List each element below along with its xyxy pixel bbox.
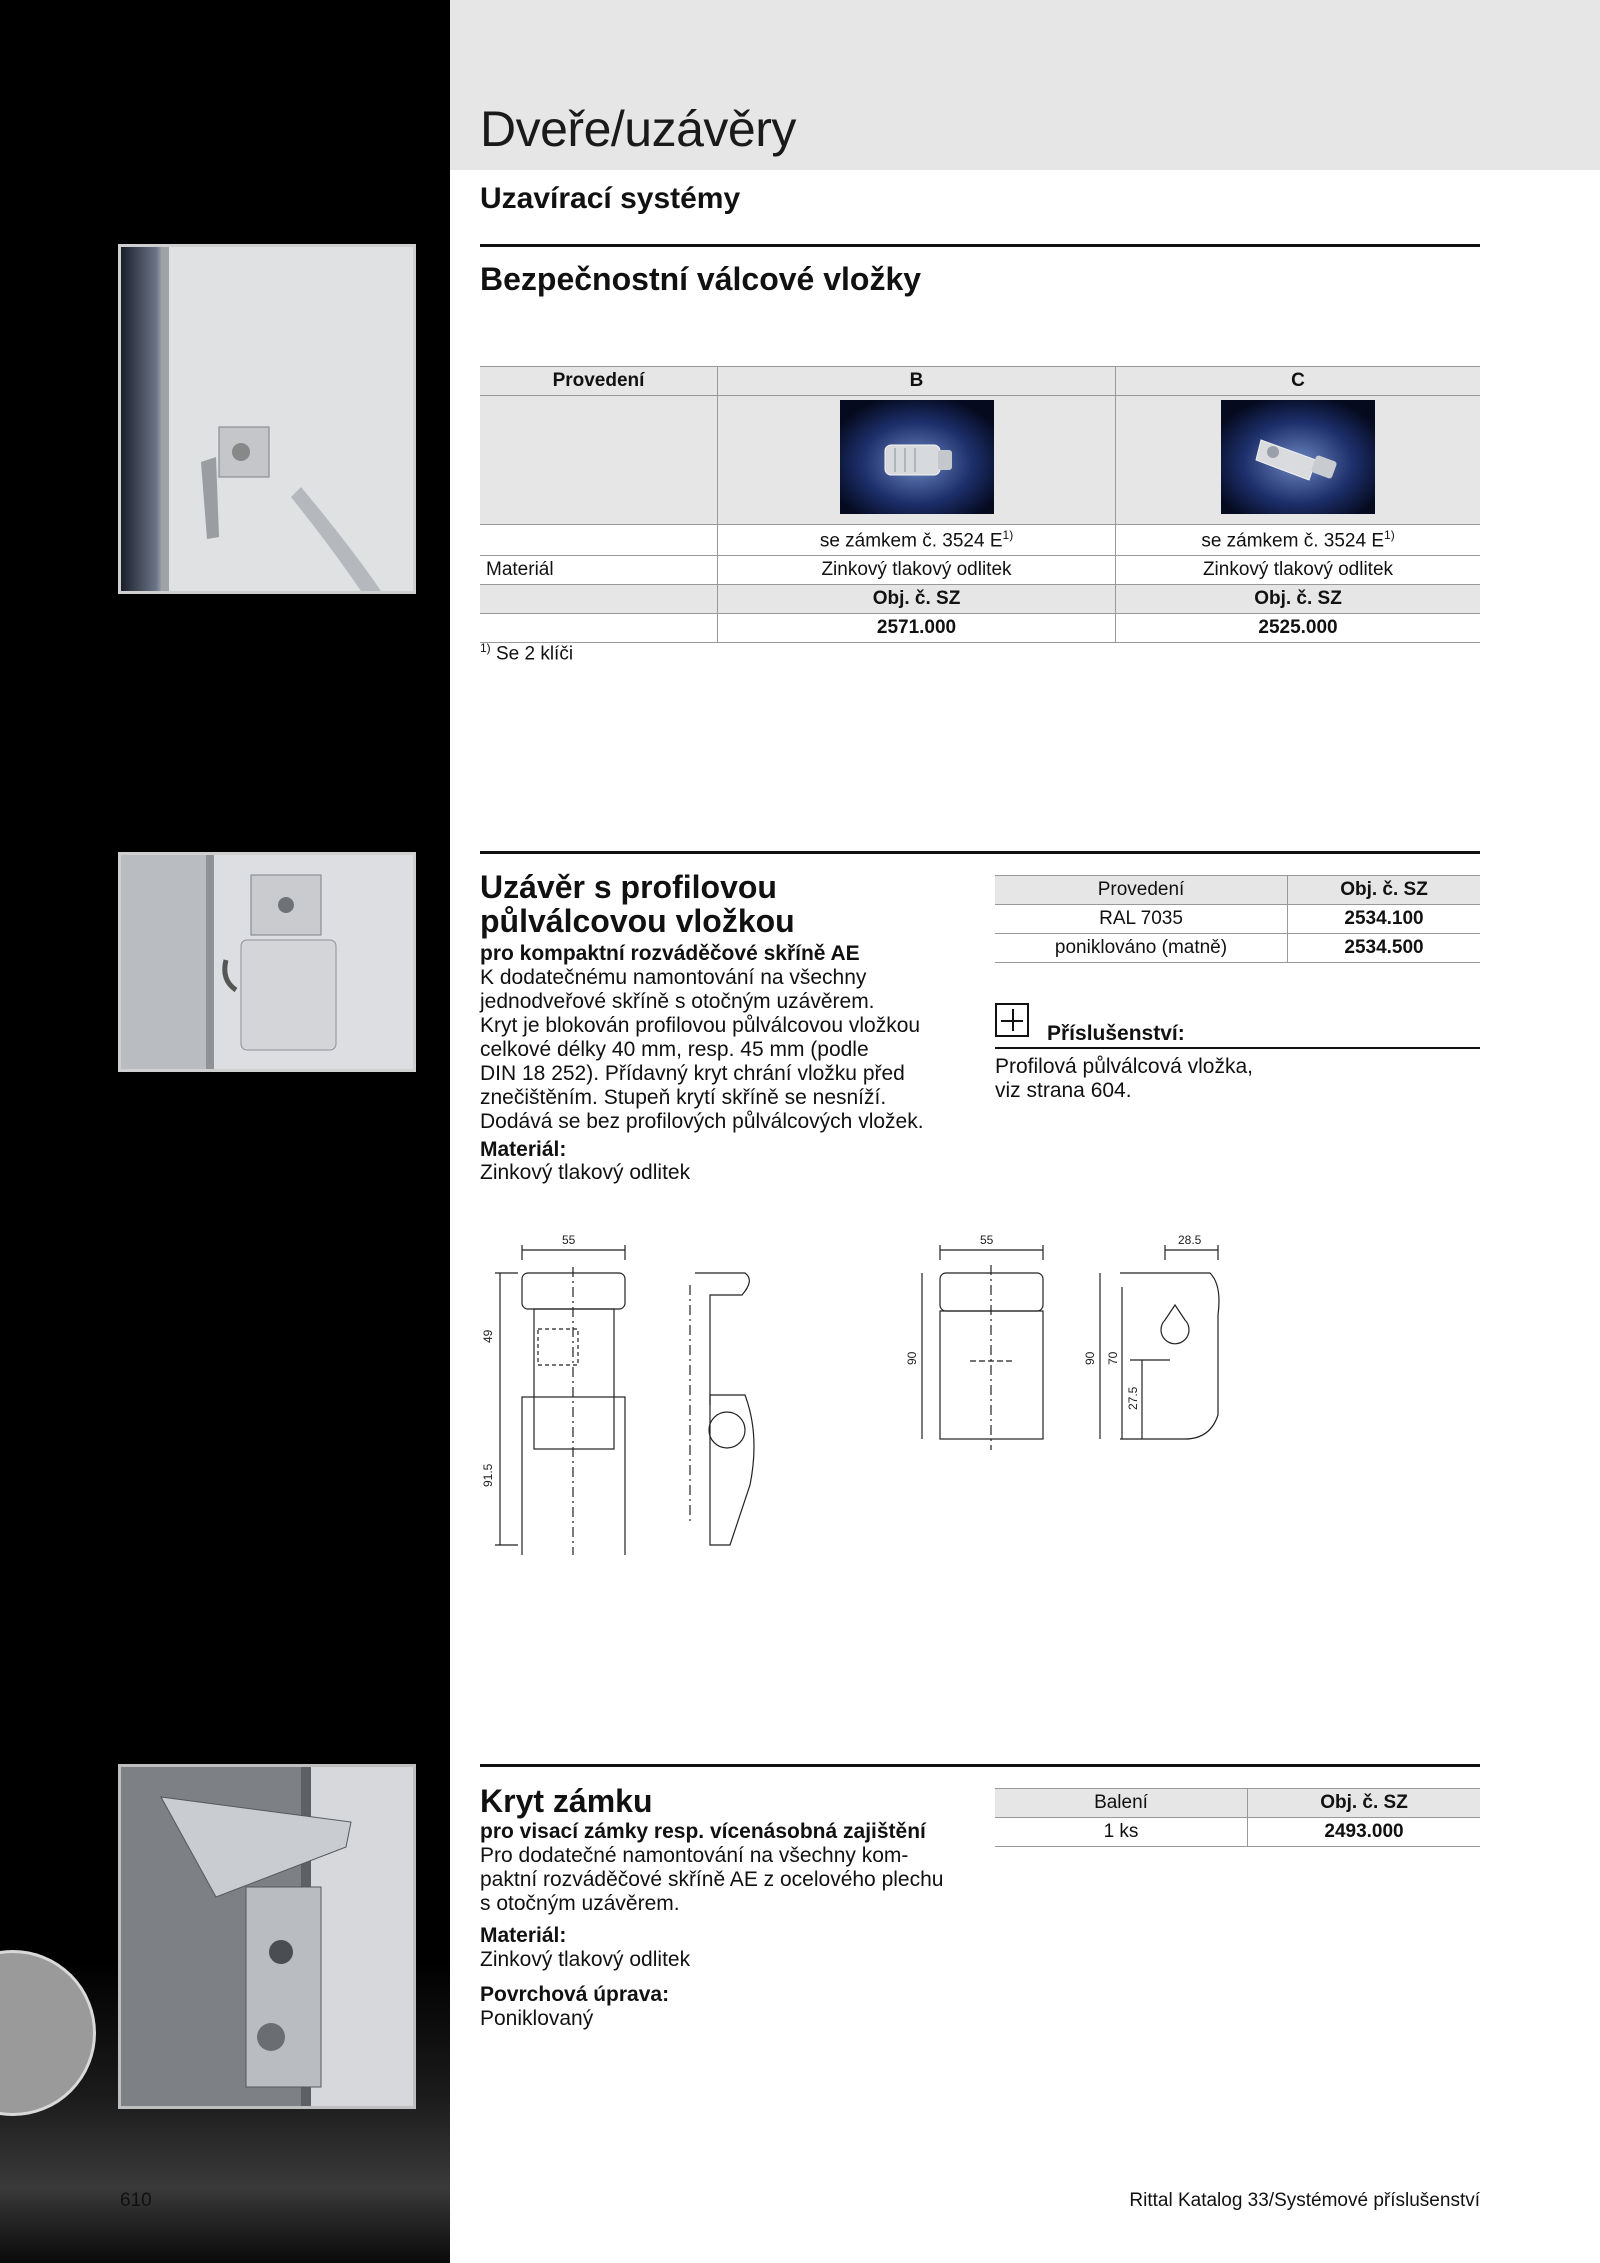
catalog-footer: Rittal Katalog 33/Systémové příslušenství xyxy=(1129,2190,1480,2211)
section3-surface: Poniklovaný xyxy=(480,2007,594,2030)
code: 2493.000 xyxy=(1248,1818,1481,1847)
photo-profile-lock xyxy=(118,852,416,1072)
section2-description: K dodatečnému namontování na všechny jednodveřové skříně s otočným uzávěrem. Kryt je blokován profilovou půlválcovou vložkou celkové délky 40 mm, resp. 45 mm (podle DIN 18 252). Přídavný kryt chrání vložku před znečištěním. Stupeň krytí skříně se nesníží. Dodává se bez profilových půlválcových vložek. xyxy=(480,966,924,1133)
cylinder-c-image xyxy=(1221,400,1375,514)
dim-27-5: 27.5 xyxy=(1126,1386,1140,1410)
section2-material-label: Materiál: xyxy=(480,1138,567,1161)
th-variant: Provedení xyxy=(995,876,1288,905)
page-title: Dveře/uzávěry xyxy=(480,101,796,157)
code-2: 2534.500 xyxy=(1288,934,1481,963)
image-cell-c xyxy=(1116,396,1481,525)
section2-title: Uzávěr s profilovou půlválcovou vložkou xyxy=(480,869,795,939)
profile-lock-table xyxy=(995,875,1480,963)
code-1: 2534.100 xyxy=(1288,905,1481,934)
accessories-label: Příslušenství: xyxy=(1047,1022,1185,1045)
page-number: 610 xyxy=(120,2190,152,2211)
dim-55-b: 55 xyxy=(980,1233,994,1247)
variant-2: poniklováno (matně) xyxy=(995,934,1288,963)
dim-91-5: 91.5 xyxy=(481,1463,495,1487)
dim-49: 49 xyxy=(481,1329,495,1343)
obj-label-c: Obj. č. SZ xyxy=(1116,585,1481,614)
page-subtitle: Uzavírací systémy xyxy=(480,182,741,215)
section-rule-3 xyxy=(480,1764,1480,1767)
plus-icon xyxy=(995,1003,1029,1037)
section-rule-1 xyxy=(480,244,1480,247)
th-provedeni: Provedení xyxy=(480,367,718,396)
lock-b: se zámkem č. 3524 $E^{1)}$ xyxy=(718,525,1116,556)
lock-c: se zámkem č. 3524 $E^{1)}$ xyxy=(1116,525,1481,556)
section3-description: Pro dodatečné namontování na všechny kom- paktní rozváděčové skříně AE z ocelového plechu s otočným uzávěrem. xyxy=(480,1844,944,1915)
variant-1: RAL 7035 xyxy=(995,905,1288,934)
section3-surface-label: Povrchová úprava: xyxy=(480,1983,670,2006)
technical-drawings xyxy=(470,1225,1250,1555)
code-b: 2571.000 xyxy=(718,614,1116,643)
th-code: Obj. č. SZ xyxy=(1288,876,1481,905)
lock-cover-table xyxy=(995,1788,1480,1847)
cylinder-b-image xyxy=(840,400,994,514)
cylinder-table xyxy=(480,366,1480,643)
material-label: Materiál xyxy=(480,556,718,585)
section-rule-2 xyxy=(480,851,1480,854)
section3-title: Kryt zámku xyxy=(480,1783,653,1819)
code-c: 2525.000 xyxy=(1116,614,1481,643)
photo-cylinder-lock xyxy=(118,244,416,594)
th-b: B xyxy=(718,367,1116,396)
photo-lock-cover xyxy=(118,1764,416,2109)
section1-title: Bezpečnostní válcové vložky xyxy=(480,261,922,297)
section3-material-label: Materiál: xyxy=(480,1924,567,1947)
dim-70: 70 xyxy=(1106,1351,1120,1365)
footnote: $^{1)}$ Se 2 klíči xyxy=(480,641,574,665)
accessories-rule xyxy=(995,1047,1480,1049)
dim-90-b: 90 xyxy=(1083,1351,1097,1365)
section2-material: Zinkový tlakový odlitek xyxy=(480,1161,691,1184)
image-cell-b xyxy=(718,396,1116,525)
th-packaging: Balení xyxy=(995,1789,1248,1818)
section3-subtitle: pro visací zámky resp. vícenásobná zajištění xyxy=(480,1820,926,1843)
dim-28-5: 28.5 xyxy=(1178,1233,1202,1247)
dim-55-a: 55 xyxy=(562,1233,576,1247)
th-code: Obj. č. SZ xyxy=(1248,1789,1481,1818)
material-b: Zinkový tlakový odlitek xyxy=(718,556,1116,585)
th-c: C xyxy=(1116,367,1481,396)
accessories-text: Profilová půlválcová vložka, viz strana 604. xyxy=(995,1055,1253,1102)
obj-label-b: Obj. č. SZ xyxy=(718,585,1116,614)
dim-90-a: 90 xyxy=(905,1351,919,1365)
section3-material: Zinkový tlakový odlitek xyxy=(480,1948,691,1971)
section2-subtitle: pro kompaktní rozváděčové skříně AE xyxy=(480,942,860,965)
material-c: Zinkový tlakový odlitek xyxy=(1116,556,1481,585)
qty: 1 ks xyxy=(995,1818,1248,1847)
